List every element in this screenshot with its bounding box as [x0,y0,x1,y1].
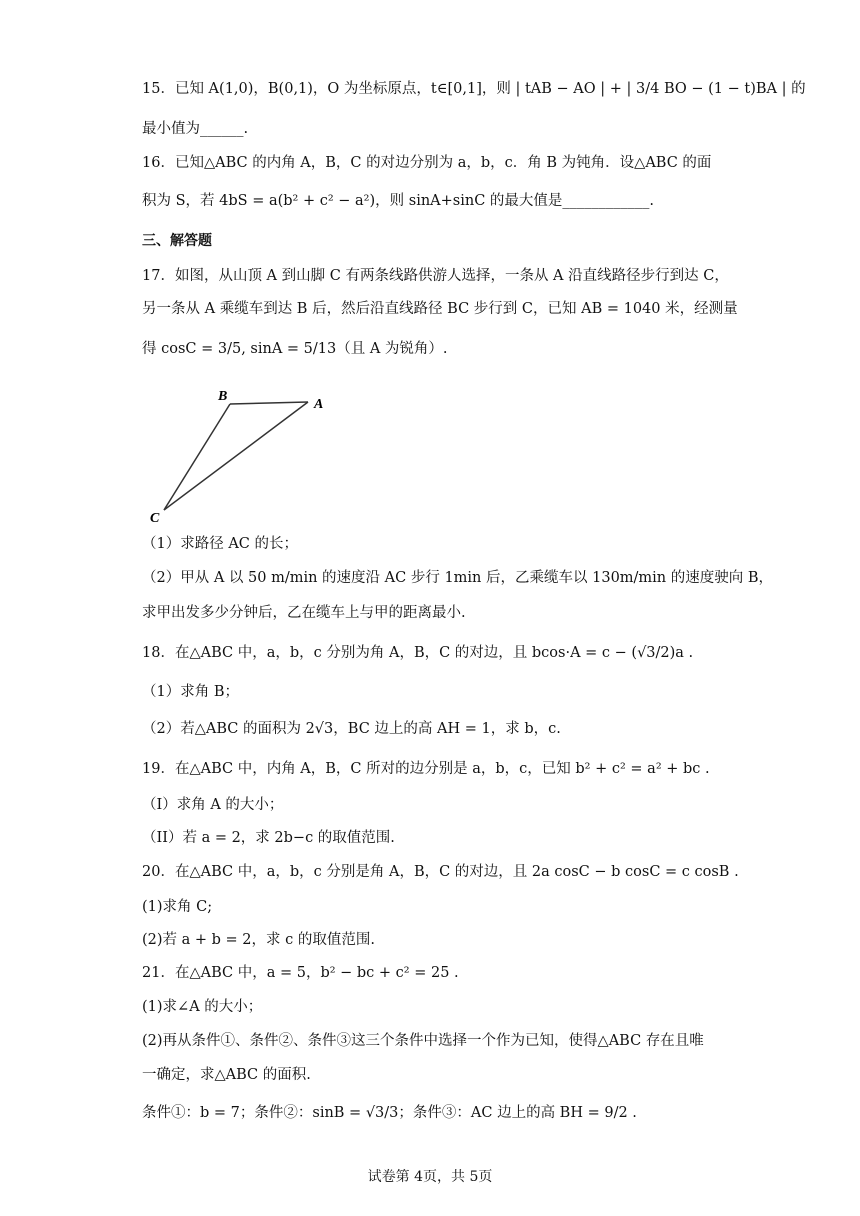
q19-sub2: （II）若 a = 2，求 2b−c 的取值范围. [142,830,395,846]
q15-line2: 最小值为______. [142,121,249,137]
q17-sub2-line2: 求甲出发多少分钟后，乙在缆车上与甲的距离最小. [142,605,466,621]
q17-line1: 17．如图，从山顶 A 到山脚 C 有两条线路供游人选择，一条从 A 沿直线路径步行到达 C， [142,268,729,284]
q20-sub1: (1)求角 C; [142,899,213,915]
section-title: 三、解答题 [142,233,212,249]
q16-line1: 16．已知△ABC 的内角 A，B，C 的对边分别为 a，b，c．角 B 为钝角．设△ABC 的面 [142,155,712,171]
q21-sub2-line1: (2)再从条件①、条件②、条件③这三个条件中选择一个作为已知，使得△ABC 存在且唯 [142,1033,704,1049]
vertex-a-label: A [314,397,324,412]
edge-ba [230,402,308,404]
q21-conditions: 条件①：b = 7；条件②：sinB = √3/3；条件③：AC 边上的高 BH = 9/2 . [142,1105,637,1121]
q20-line1: 20．在△ABC 中，a，b，c 分别是角 A，B，C 的对边，且 2a cosC − b cosC = c cosB . [142,864,739,880]
edge-bc [164,404,230,510]
q17-sub2-line1: （2）甲从 A 以 50 m/min 的速度沿 AC 步行 1min 后，乙乘缆车以 130m/min 的速度驶向 B， [142,570,774,586]
q17-line2: 另一条从 A 乘缆车到达 B 后，然后沿直线路径 BC 步行到 C，已知 AB = 1040 米，经测量 [142,301,738,317]
q18-sub2: （2）若△ABC 的面积为 2√3，BC 边上的高 AH = 1，求 b，c. [142,721,561,737]
vertex-b-label: B [218,389,228,404]
q18-sub1: （1）求角 B； [142,684,239,700]
q21-line1: 21．在△ABC 中，a = 5，b² − bc + c² = 25 . [142,965,459,981]
q16-line2: 积为 S，若 4bS = a(b² + c² − a²)，则 sinA+sinC 的最大值是____________. [142,193,655,209]
q21-sub2-line2: 一确定，求△ABC 的面积. [142,1067,311,1083]
triangle-figure [142,380,342,530]
q20-sub2: (2)若 a + b = 2，求 c 的取值范围. [142,932,375,948]
q17-sub1: （1）求路径 AC 的长； [142,536,299,552]
q18-line1: 18．在△ABC 中，a，b，c 分别为角 A，B，C 的对边，且 bcos·A = c − (√3/2)a . [142,645,694,661]
q19-line1: 19．在△ABC 中，内角 A，B，C 所对的边分别是 a，b，c，已知 b² + c² = a² + bc . [142,761,710,777]
page-footer: 试卷第 4页，共 5页 [367,1169,493,1185]
q17-line3: 得 cosC = 3/5, sinA = 5/13（且 A 为锐角）. [142,341,448,357]
vertex-c-label: C [150,511,160,526]
q21-sub1: (1)求∠A 的大小； [142,999,263,1015]
q19-sub1: （I）求角 A 的大小； [142,797,284,813]
q15-line1: 15．已知 A(1,0)，B(0,1)，O 为坐标原点，t∈[0,1]，则 | tAB − AO | + | 3/4 BO − (1 − t)BA | 的 [142,81,806,97]
edge-ac [164,402,308,510]
